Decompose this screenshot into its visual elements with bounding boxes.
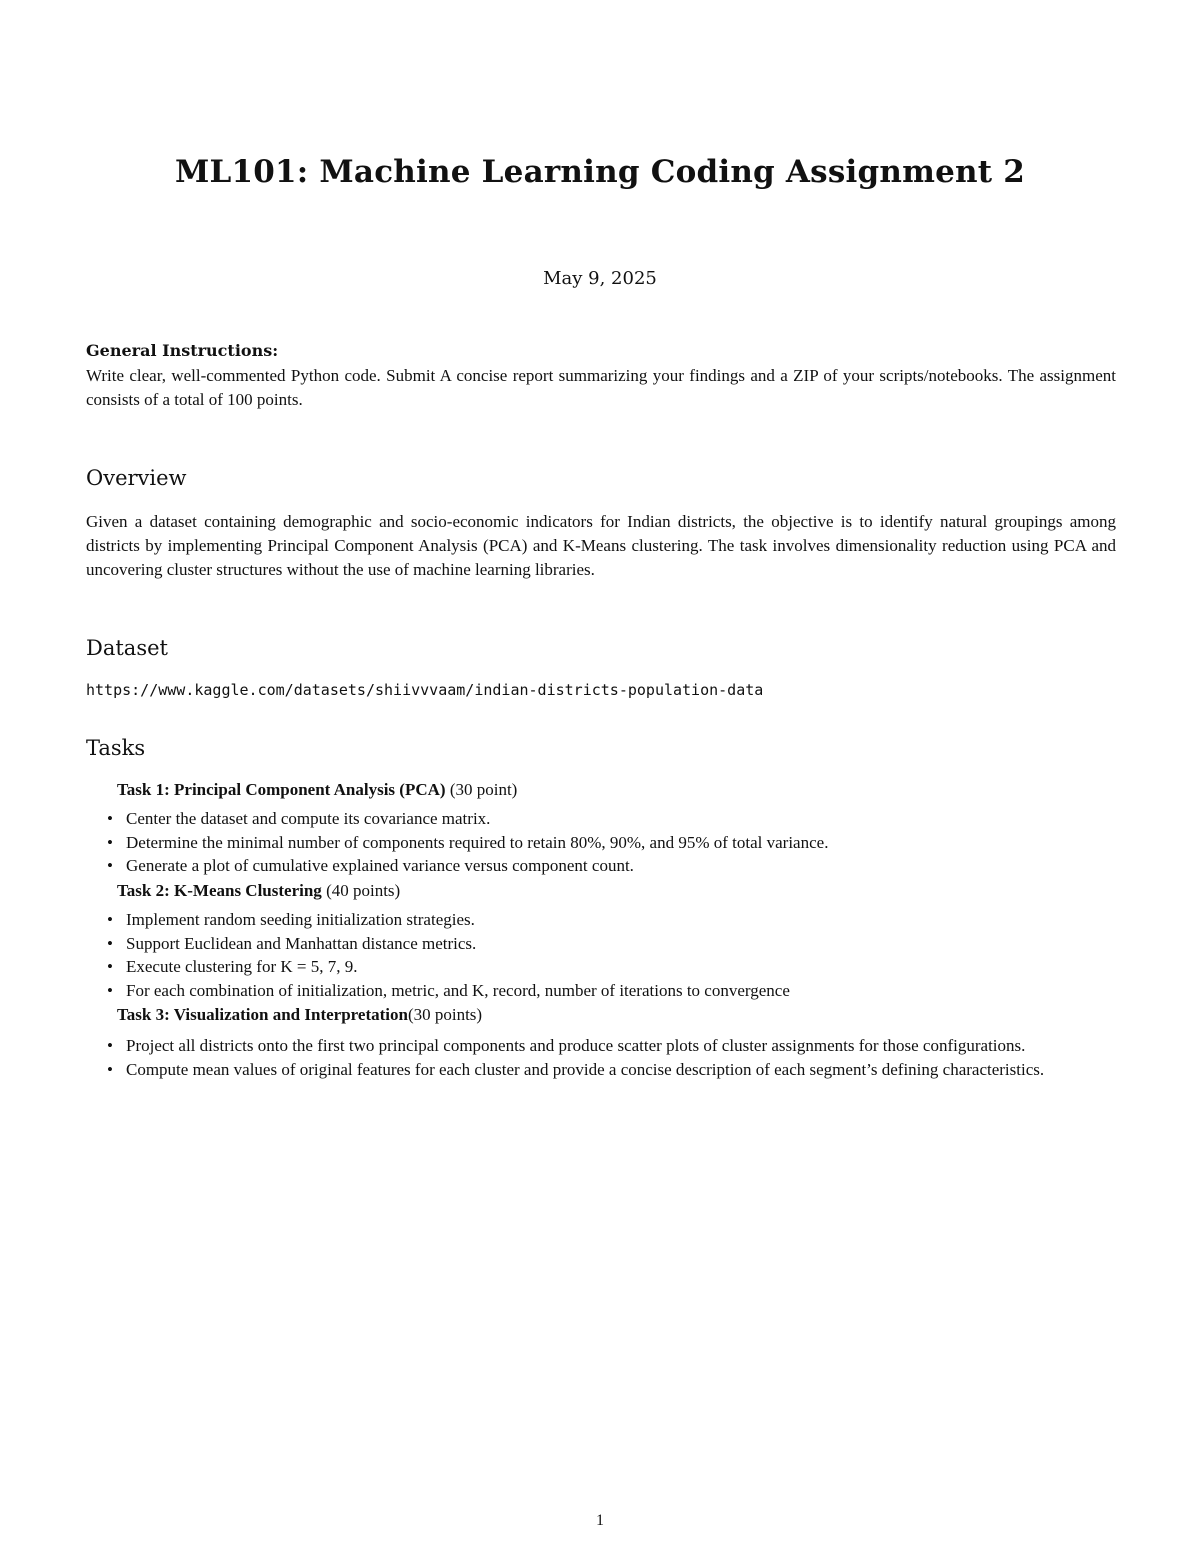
- task1-points: (30 point): [445, 780, 518, 799]
- document-title: ML101: Machine Learning Coding Assignment 2: [174, 154, 1026, 190]
- page-number: 1: [596, 1512, 604, 1529]
- list-item: • Support Euclidean and Manhattan distance metrics.: [105, 932, 1117, 956]
- list-item: • Center the dataset and compute its covariance matrix.: [105, 807, 1117, 831]
- task1-name: Task 1: Principal Component Analysis (PCA): [117, 780, 446, 799]
- list-item: • Execute clustering for K = 5, 7, 9.: [105, 955, 1117, 979]
- overview-heading: Overview: [86, 466, 187, 490]
- list-item: • Project all districts onto the first two principal components and produce scatter plots of cluster assignments for those configurations.: [105, 1034, 1117, 1058]
- task1-list: [105, 807, 1117, 878]
- document-date: May 9, 2025: [543, 268, 657, 289]
- list-item: • For each combination of initialization, metric, and K, record, number of iterations to convergence: [105, 979, 1117, 1003]
- task3-list: [105, 1034, 1117, 1081]
- general-instructions-body: Write clear, well-commented Python code. Submit A concise report summarizing your findings and a ZIP of your scripts/notebooks. The assignment consists of a total of 100 points.: [86, 366, 1116, 409]
- task3-name: Task 3: Visualization and Interpretation: [117, 1005, 408, 1024]
- dataset-url[interactable]: https://www.kaggle.com/datasets/shiivvvaam/indian-districts-population-data: [86, 681, 764, 699]
- list-item: • Implement random seeding initialization strategies.: [105, 908, 1117, 932]
- task2-points: (40 points): [321, 881, 401, 900]
- task2-list: [105, 908, 1117, 1002]
- list-item: • Compute mean values of original features for each cluster and provide a concise description of each segment’s defining characteristics.: [105, 1058, 1117, 1082]
- overview-body: Given a dataset containing demographic and socio-economic indicators for Indian districts, the objective is to identify natural groupings among districts by implementing Principal Component Analysis (PCA) and K-Means clustering. The task involves dimensionality reduction using PCA and uncovering cluster structures without the use of machine learning libraries.: [86, 512, 1116, 579]
- list-item: • Generate a plot of cumulative explained variance versus component count.: [105, 854, 1117, 878]
- task3-points: (30 points): [407, 1005, 483, 1024]
- task2-heading: [117, 881, 400, 901]
- general-instructions-heading: General Instructions:: [86, 341, 279, 360]
- list-item: • Determine the minimal number of components required to retain 80%, 90%, and 95% of total variance.: [105, 831, 1117, 855]
- dataset-heading: Dataset: [86, 636, 168, 660]
- task1-heading: [117, 780, 517, 800]
- task3-heading: [117, 1005, 482, 1025]
- task2-name: Task 2: K-Means Clustering: [117, 881, 322, 900]
- tasks-heading: Tasks: [86, 736, 146, 760]
